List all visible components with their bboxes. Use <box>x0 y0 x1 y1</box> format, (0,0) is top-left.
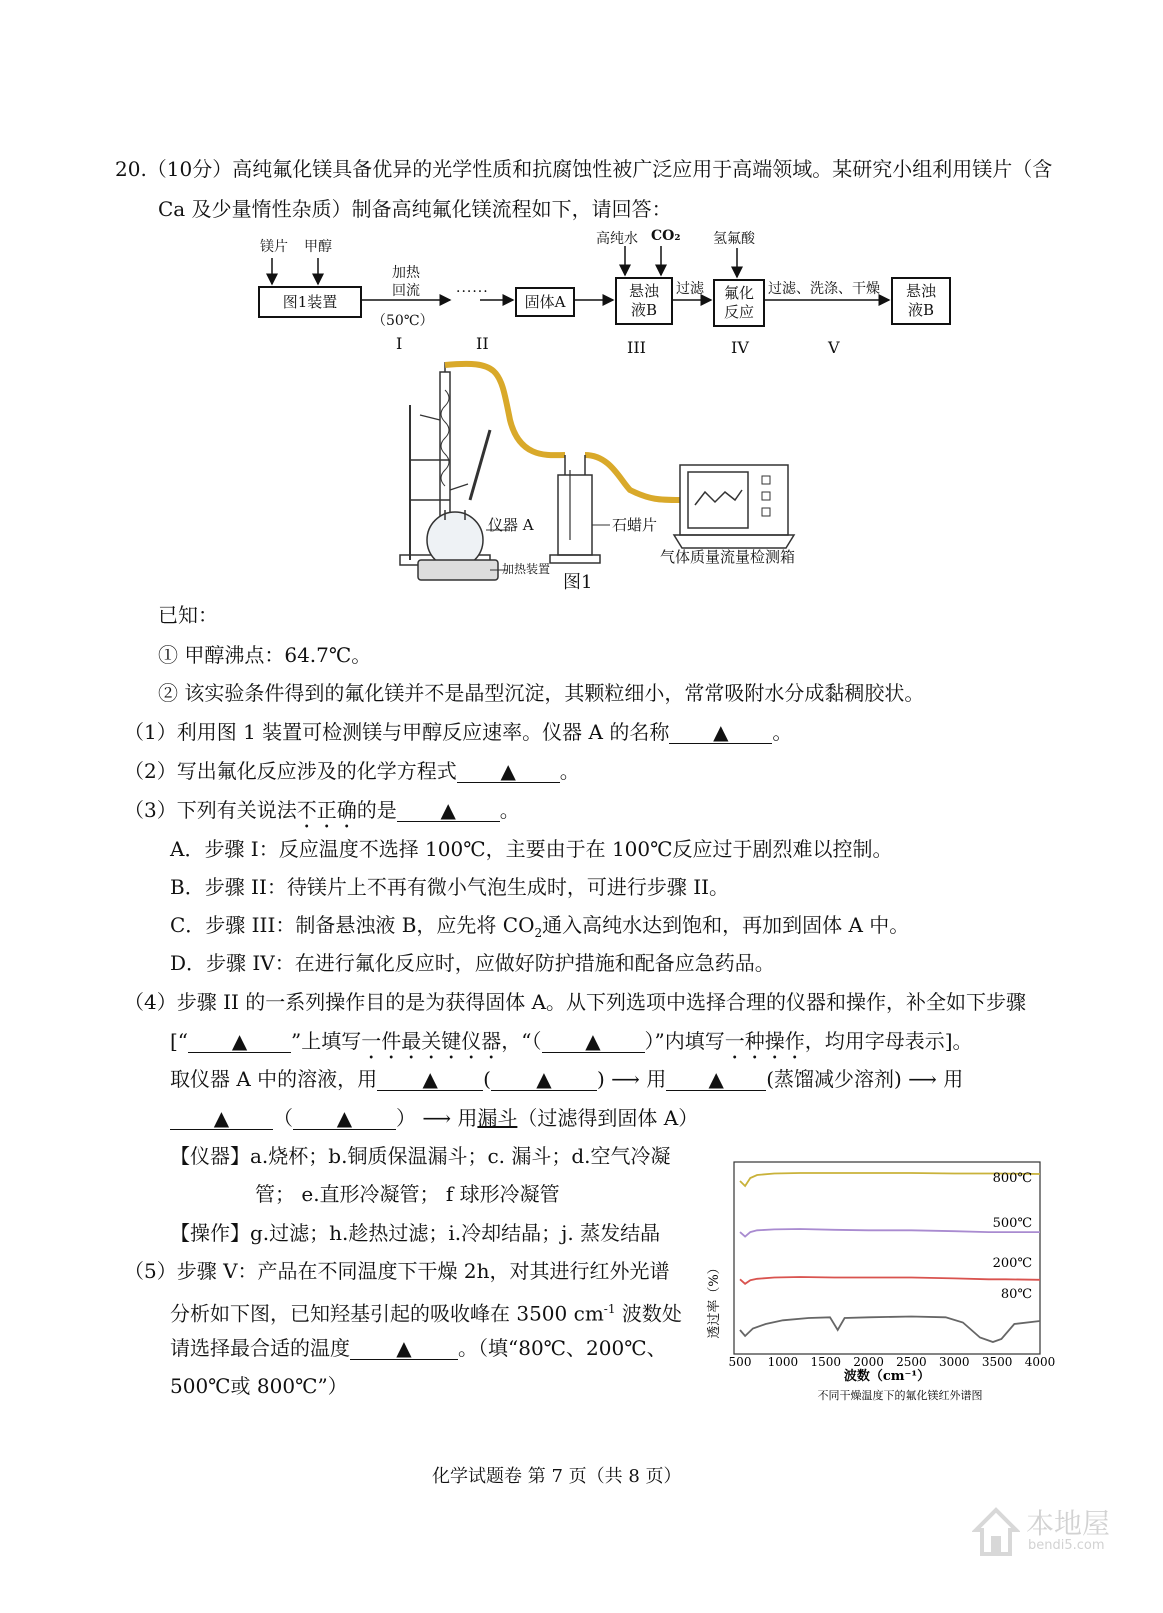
figure1-detector-label: 气体质量流量检测箱 <box>660 548 796 566</box>
ir-xtick-label: 500 <box>728 1355 752 1369</box>
q4-example-operation-blank: ▲ <box>542 1030 645 1053</box>
q5-l2sup: -1 <box>603 1302 616 1316</box>
q4-l4e: （过滤得到固体 A） <box>517 1106 699 1130</box>
flow-input-magnesium: 镁片 <box>260 239 288 255</box>
q1 <box>124 719 792 745</box>
ir-xtick-label: 2000 <box>853 1355 884 1369</box>
q1-text: （1）利用图 1 装置可检测镁与甲醇反应速率。仪器 A 的名称 <box>124 720 670 744</box>
flow-box5-line2: 液B <box>907 301 935 319</box>
q4-l2c: 一件最关键仪器 <box>361 1029 502 1053</box>
q4-instruments-2: 管； e.直形冷凝管； f 球形冷凝管 <box>255 1182 560 1206</box>
flow-step-1: I <box>396 334 403 353</box>
q4-blank-instrument-2[interactable]: ▲ <box>666 1068 766 1091</box>
q4-arrow-icon-2: ⟶ <box>901 1067 944 1091</box>
ir-xtick-label: 4000 <box>1024 1355 1056 1369</box>
known-item-1: ① 甲醇沸点：64.7℃。 <box>158 643 372 667</box>
ir-series-label: 80℃ <box>1000 1287 1032 1302</box>
q4-l2e: ）”内填写 <box>644 1029 725 1053</box>
flow-box-solid-a: 固体A <box>515 287 575 317</box>
q3-option-b: B．步骤 II：待镁片上不再有微小气泡生成时，可进行步骤 II。 <box>170 875 730 899</box>
q3-option-c <box>170 912 909 946</box>
q4-arrow-icon-3: ⟶ <box>416 1106 458 1130</box>
q5-l2a: 分析如下图，已知羟基引起的吸收峰在 3500 cm <box>170 1301 604 1326</box>
flow-input-hf: 氢氟酸 <box>713 231 755 247</box>
question-header-cont: Ca 及少量惰性杂质）制备高纯氟化镁流程如下，请回答： <box>158 197 672 221</box>
ir-xtick-label: 3000 <box>939 1355 970 1369</box>
q4-blank-operation-2[interactable]: ▲ <box>293 1107 396 1130</box>
flow-box3-line1: 悬浊 <box>628 282 659 300</box>
q3-answer-blank[interactable]: ▲ <box>397 799 500 822</box>
flow-arrow1-temperature: （50℃） <box>372 313 434 329</box>
ir-xtick-label: 1000 <box>767 1355 799 1369</box>
watermark-text: 本地屋 <box>1026 1507 1111 1540</box>
q4-blank-operation-1[interactable]: ▲ <box>491 1068 597 1091</box>
ir-xlabel: 波数（cm⁻¹） <box>843 1369 931 1384</box>
q4-example-instrument-blank: ▲ <box>188 1030 291 1053</box>
q4-l2g: ，均用字母表示]。 <box>804 1029 973 1053</box>
q4-line3 <box>170 1066 963 1092</box>
q5-line2 <box>170 1296 682 1327</box>
flow-input-methanol: 甲醇 <box>304 239 332 255</box>
q2 <box>124 758 580 784</box>
watermark-logo <box>972 1500 1148 1562</box>
q4-arrow-icon-1: ⟶ <box>604 1067 647 1091</box>
flow-box-suspension-b <box>615 277 673 325</box>
q5-answer-blank[interactable]: ▲ <box>350 1337 458 1360</box>
q2-answer-blank[interactable]: ▲ <box>457 760 560 783</box>
ir-series-label: 800℃ <box>992 1171 1032 1186</box>
flow-step-5: V <box>828 338 840 357</box>
q4-l2d: ，“（ <box>501 1029 542 1053</box>
q4-l2b: ”上填写 <box>291 1029 362 1053</box>
ir-spectrum-chart <box>700 1150 1060 1410</box>
ir-xtick-label: 2500 <box>896 1355 927 1369</box>
house-icon <box>972 1504 1020 1558</box>
q5-l3a: 请选择最合适的温度 <box>170 1336 350 1360</box>
flow-arrow3-filter: 过滤 <box>676 281 704 297</box>
flow-step-2: II <box>476 334 489 353</box>
known-title: 已知： <box>158 603 218 627</box>
q3 <box>124 797 520 833</box>
q3-emphasis: 不正确 <box>296 798 357 822</box>
q3-end: 。 <box>499 798 520 822</box>
q4-l2f: 一种操作 <box>724 1029 805 1053</box>
figure1-heater-label: 加热装置 <box>502 562 551 576</box>
flow-input-pure-water: 高纯水 <box>596 231 638 247</box>
q4-l3b: ( <box>483 1067 491 1091</box>
q1-end: 。 <box>772 720 793 744</box>
q4-blank-instrument-1[interactable]: ▲ <box>377 1068 483 1091</box>
flow-arrow1-reflux: 回流 <box>392 283 420 299</box>
q5-line3 <box>170 1335 667 1361</box>
q4-l2a: [“ <box>170 1029 189 1053</box>
flow-box-fig1-apparatus: 图1装置 <box>258 286 362 318</box>
flow-arrows <box>0 0 1163 360</box>
ir-title: 不同干燥温度下的氟化镁红外谱图 <box>817 1389 983 1402</box>
q5-l3b: 。（填“80℃、200℃、 <box>458 1336 667 1360</box>
flow-step-4: IV <box>731 338 749 357</box>
flow-input-co2: CO₂ <box>651 228 681 244</box>
known-item-2: ② 该实验条件得到的氟化镁并不是晶型沉淀，其颗粒细小，常常吸附水分成黏稠胶状。 <box>158 681 925 705</box>
q4-l4a: （ <box>273 1106 293 1130</box>
q4-line4 <box>170 1105 698 1131</box>
q4-instruments-1: 【仪器】a.烧杯；b.铜质保温漏斗；c. 漏斗；d.空气冷凝 <box>170 1144 671 1168</box>
q4-l3c: ) <box>596 1067 605 1091</box>
q5-l2b: 波数处 <box>615 1301 682 1326</box>
watermark-url: bendi5.com <box>1028 1538 1105 1553</box>
flow-box5-line1: 悬浊 <box>905 282 936 300</box>
flow-box4-line1: 氟化 <box>723 284 754 302</box>
flow-step-3: III <box>627 338 646 357</box>
q2-end: 。 <box>559 759 580 783</box>
q4-l4b: ） <box>396 1106 416 1130</box>
q4-operations: 【操作】g.过滤；h.趁热过滤；i.冷却结晶；j. 蒸发结晶 <box>170 1221 661 1245</box>
flow-box3-line2: 液B <box>630 301 658 319</box>
q4-l3e: (蒸馏减少溶剂) <box>766 1067 902 1091</box>
flow-box-fluorination <box>713 279 765 327</box>
ir-ylabel: 透过率（%） <box>707 1261 722 1339</box>
q4-l3a: 取仪器 A 中的溶液，用 <box>170 1067 378 1091</box>
q2-text: （2）写出氟化反应涉及的化学方程式 <box>124 759 457 783</box>
ir-series-label: 500℃ <box>992 1216 1032 1231</box>
q4-l3f: 用 <box>943 1067 964 1091</box>
q4-blank-instrument-3[interactable]: ▲ <box>170 1107 273 1130</box>
flow-arrow4-label: 过滤、洗涤、干燥 <box>768 281 880 297</box>
q3-option-d: D．步骤 IV：在进行氟化反应时，应做好防护措施和配备应急药品。 <box>170 951 775 975</box>
q5-line4: 500℃或 800℃”） <box>170 1374 348 1398</box>
question-header: 20.（10分）高纯氟化镁具备优异的光学性质和抗腐蚀性被广泛应用于高端领域。某研究小组利用镁片（含 <box>115 157 1053 181</box>
figure1-instrument-a-label: 仪器 A <box>488 516 534 534</box>
q4-l4c: 用 <box>457 1106 478 1130</box>
q4-line1: （4）步骤 II 的一系列操作目的是为获得固体 A。从下列选项中选择合理的仪器和操作，补全如下步骤 <box>124 990 1027 1014</box>
flow-arrow1-heat: 加热 <box>392 265 420 281</box>
q3-text-b: 的是 <box>356 798 397 822</box>
q4-line2 <box>170 1028 973 1064</box>
figure1-paraffin-label: 石蜡片 <box>612 516 658 534</box>
q4-l3d: 用 <box>646 1067 667 1091</box>
q4-l4d: 漏斗 <box>477 1106 518 1130</box>
ir-xtick-label: 3500 <box>981 1355 1013 1369</box>
page-footer: 化学试题卷 第 7 页（共 8 页） <box>432 1466 682 1487</box>
q3-option-c-a: C．步骤 III：制备悬浊液 B，应先将 CO <box>170 913 535 937</box>
flow-box4-line2: 反应 <box>723 303 754 321</box>
ir-xtick-label: 1500 <box>810 1355 841 1369</box>
q3-option-c-sub: 2 <box>534 926 543 940</box>
q3-option-a: A．步骤 I：反应温度不选择 100℃，主要由于在 100℃反应过于剧烈难以控制。 <box>170 837 893 861</box>
flow-ellipsis: ······ <box>456 284 489 300</box>
q1-answer-blank[interactable]: ▲ <box>669 721 772 744</box>
ir-series-label: 200℃ <box>992 1256 1032 1271</box>
flow-box-suspension-b2 <box>891 277 951 325</box>
q3-text-a: （3）下列有关说法 <box>124 798 297 822</box>
figure1-caption: 图1 <box>563 572 593 593</box>
q3-option-c-b: 通入高纯水达到饱和，再加到固体 A 中。 <box>542 913 910 937</box>
q5-line1: （5）步骤 V：产品在不同温度下干燥 2h，对其进行红外光谱 <box>124 1259 670 1283</box>
